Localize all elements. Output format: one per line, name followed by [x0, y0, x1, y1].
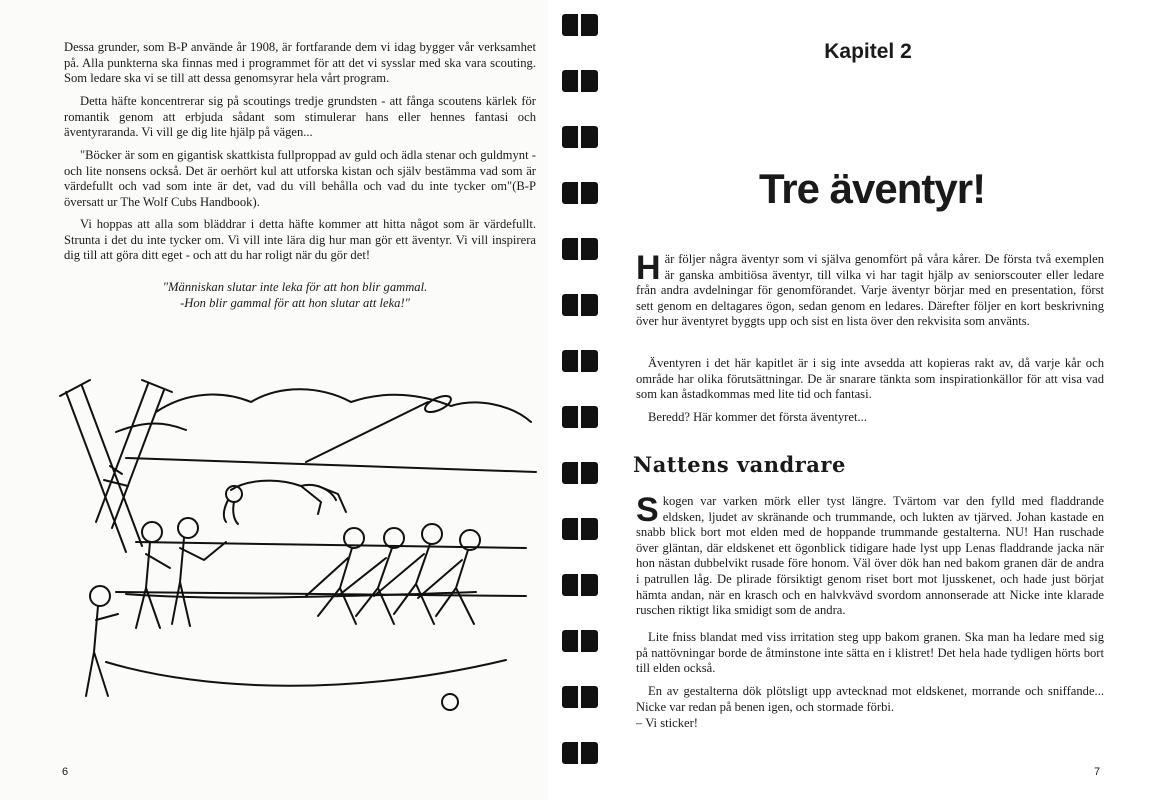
body-paragraph: Vi hoppas att alla som bläddrar i detta häfte kommer att hitta något som är värdefullt. Strunta i det du inte tycker om. Vi vill inte lära dig hur man gör ett äventyr. Vi vill inspirera dig till att göra ditt eget - och att du har roligt när du gör det! [64, 217, 536, 263]
chapter-heading: Kapitel 2 [824, 40, 912, 63]
page-number: 7 [1094, 766, 1101, 778]
binding-ring [562, 518, 598, 540]
body-paragraph: Dessa grunder, som B-P använde år 1908, är fortfarande dem vi idag bygger vår verksamhet på. Alla punkterna ska finnas med i programmet för att det vi sysslar med ska vara scouting. Som ledare ska vi se till att dessa genomsyrar hela vårt program. [64, 40, 536, 86]
binding-ring [562, 742, 598, 764]
body-paragraph: Äventyren i det här kapitlet är i sig inte avsedda att kopieras rakt av, då varje kår och område har olika förutsättningar. De är snarare tänkta som inspirationkällor för att visa vad som kan åstadkommas med lite tid och fantasi. [636, 356, 1104, 402]
story-last-line: – Vi sticker! [636, 716, 698, 730]
story-paragraph [636, 491, 1104, 619]
story-text: kogen var varken mörk eller tyst längre. Tvärtom var den fylld med fladdrande eldsken, ljudet av skränande och trummande, och lukten av tjärved. Johan kastade en snabb blick bort mot elden med de hoppande trummande gestalterna. NU! Han ruschade över gläntan, där eldskenet ett ögonblick tidigare hade lyst upp Lenas fladdrande jacka när hon nästan dubbelvikt rusade före honom. Väl över dök han ned bakom granen där de andra i patrullen låg. De plirade försiktigt genom riset bort mot ljusskenet, och hade just börjat hämta andan, när en krasch och en halvkvävd svordom annonserade att Nicke inte klarade ruschen riktigt lika smidigt som de andra. [636, 494, 1104, 618]
binding-ring [562, 182, 598, 204]
intro-paragraph [636, 249, 1104, 330]
quote-line: -Hon blir gammal för att hon slutar att leka!" [180, 295, 410, 310]
section-heading: Nattens vandrare [633, 452, 846, 477]
story-paragraph: En av gestalterna dök plötsligt upp avtecknad mot eldskenet, morrande och sniffande... Nicke var redan på benen igen, och stormade förbi. [636, 684, 1104, 714]
drop-cap: S [636, 491, 659, 529]
binding-ring [562, 238, 598, 260]
left-page [0, 0, 548, 800]
binding-ring [562, 126, 598, 148]
binding-ring [562, 630, 598, 652]
binding-ring [562, 686, 598, 708]
binding-ring [562, 14, 598, 36]
binding-ring [562, 462, 598, 484]
quote [120, 280, 470, 311]
page-title: Tre äventyr! [758, 165, 986, 212]
binding-ring [562, 294, 598, 316]
binding-ring [562, 574, 598, 596]
drop-cap: H [636, 249, 661, 287]
quote-line: "Människan slutar inte leka för att hon blir gammal. [162, 280, 428, 294]
binding-ring [562, 70, 598, 92]
story-paragraph: Lite fniss blandat med viss irritation steg upp bakom granen. Ska man ha ledare med sig på nattövningar borde de åtminstone inte sätta en i klistret! Det hela hade tydligen hörts bort till elden också. [636, 630, 1104, 676]
binding-ring [562, 350, 598, 372]
tug-of-war-illustration [56, 362, 544, 734]
body-paragraph: Detta häfte koncentrerar sig på scoutings tredje grundsten - att fånga scoutens kärlek för romantik genom att erbjuda sådant som stimulerar hans eller hennes fantasi och äventyraranda. Vi vill ge dig lite hjälp på vägen... [64, 94, 536, 140]
binding-ring [562, 406, 598, 428]
page-number: 6 [62, 766, 69, 778]
body-paragraph: Beredd? Här kommer det första äventyret... [648, 410, 867, 424]
body-paragraph: "Böcker är som en gigantisk skattkista fullproppad av guld och ädla stenar och guldmynt - och lite nonsens också. Det är oerhört kul att utforska kistan och själv bestämma vad som är värdefullt och vad som inte är det, vad du vill behålla och vad du inte tycker om"(B-P översatt ur The Wolf Cubs Handbook). [64, 148, 536, 209]
intro-text: är följer några äventyr som vi själva genomfört på våra kårer. De första två exemplen är ganska ambitiösa äventyr, till vilka vi har tagit hjälp av seniorscouter eller ledare från andra avdelningar för genomförandet. Varje äventyr börjar med en presentation, först sett genom en deltagares ögon, sedan genom en ledares. Därefter följer en kort beskrivning över hur äventyret byggts upp och sist en lista över den rekvisita som använts. [636, 252, 1104, 329]
